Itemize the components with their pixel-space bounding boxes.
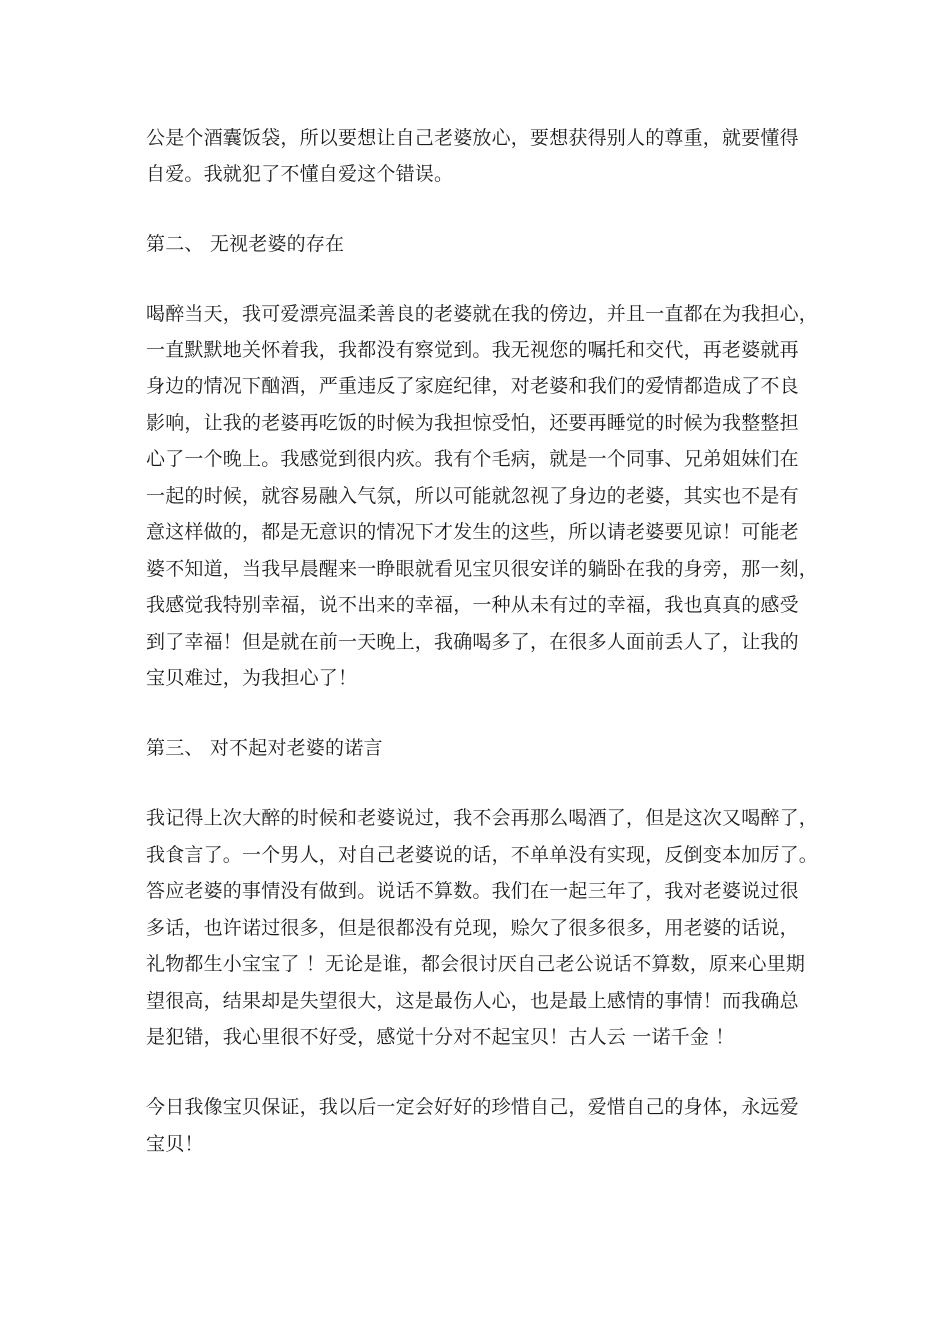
paragraph-line: 我记得上次大醉的时候和老婆说过，我不会再那么喝酒了，但是这次又喝醉了， bbox=[146, 807, 819, 829]
paragraph-line: 心了一个晚上。我感觉到很内疚。我有个毛病，就是一个同事、兄弟姐妹们在 bbox=[146, 448, 799, 470]
paragraph-line: 一直默默地关怀着我，我都没有察觉到。我无视您的嘱托和交代，再老婆就再 bbox=[146, 339, 799, 361]
paragraph-line: 望很高，结果却是失望很大，这是最伤人心，也是最上感情的事情！而我确总 bbox=[146, 990, 799, 1012]
paragraph-line: 影响，让我的老婆再吃饭的时候为我担惊受怕，还要再睡觉的时候为我整整担 bbox=[146, 412, 799, 434]
paragraph-line: 是犯错，我心里很不好受，感觉十分对不起宝贝！古人云 一诺千金 ！ bbox=[146, 1026, 735, 1048]
paragraph-line: 喝醉当天，我可爱漂亮温柔善良的老婆就在我的傍边，并且一直都在为我担心， bbox=[146, 303, 819, 325]
paragraph-line: 多话，也许诺过很多，但是很都没有兑现，赊欠了很多很多，用老婆的话说， bbox=[146, 917, 799, 939]
paragraph-line: 意这样做的，都是无意识的情况下才发生的这些，所以请老婆要见谅！可能老 bbox=[146, 521, 799, 543]
section-heading: 第二、 无视老婆的存在 bbox=[146, 233, 345, 255]
paragraph-line: 我感觉我特别幸福，说不出来的幸福，一种从未有过的幸福，我也真真的感受 bbox=[146, 594, 799, 616]
paragraph-line: 礼物都生小宝宝了 ！无论是谁，都会很讨厌自己老公说话不算数，原来心里期 bbox=[146, 953, 806, 975]
paragraph-line: 自爱。我就犯了不懂自爱这个错误。 bbox=[146, 163, 454, 185]
paragraph-line: 公是个酒囊饭袋，所以要想让自己老婆放心，要想获得别人的尊重，就要懂得 bbox=[146, 127, 799, 149]
paragraph-line: 答应老婆的事情没有做到。说话不算数。我们在一起三年了，我对老婆说过很 bbox=[146, 880, 799, 902]
paragraph-line: 身边的情况下酗酒，严重违反了家庭纪律，对老婆和我们的爱情都造成了不良 bbox=[146, 375, 799, 397]
paragraph-line: 宝贝难过，为我担心了！ bbox=[146, 667, 358, 689]
paragraph-line: 一起的时候，就容易融入气氛，所以可能就忽视了身边的老婆，其实也不是有 bbox=[146, 485, 799, 507]
paragraph-line: 宝贝！ bbox=[146, 1133, 204, 1155]
paragraph-line: 我食言了。一个男人，对自己老婆说的话，不单单没有实现，反倒变本加厉了。 bbox=[146, 844, 819, 866]
paragraph-line: 到了幸福！但是就在前一天晚上，我确喝多了，在很多人面前丢人了，让我的 bbox=[146, 631, 799, 653]
section-heading: 第三、 对不起对老婆的诺言 bbox=[146, 737, 383, 759]
paragraph-line: 婆不知道，当我早晨醒来一睁眼就看见宝贝很安详的躺卧在我的身旁，那一刻， bbox=[146, 558, 819, 580]
paragraph-line: 今日我像宝贝保证，我以后一定会好好的珍惜自己，爱惜自己的身体，永远爱 bbox=[146, 1096, 799, 1118]
